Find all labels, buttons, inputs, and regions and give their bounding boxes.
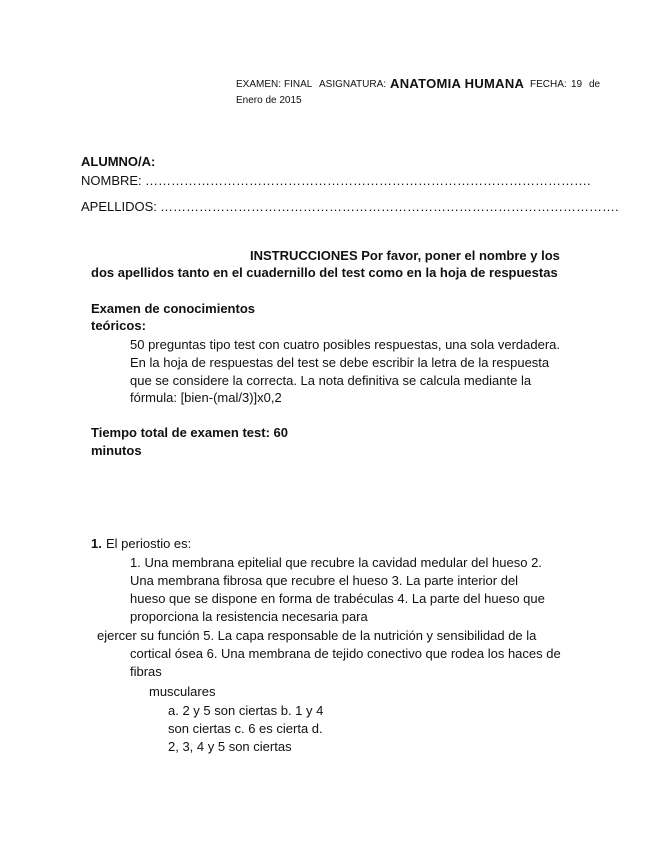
asignatura-label: ASIGNATURA: bbox=[319, 79, 387, 90]
section-title-line-1: Examen de conocimientos bbox=[91, 301, 255, 316]
option-outdent-line: ejercer su función 5. La capa responsable de la nutrición y sensibilidad de la bbox=[97, 628, 537, 643]
apellidos-label: APELLIDOS: bbox=[81, 199, 157, 214]
instructions-line-2: dos apellidos tanto en el cuadernillo del test como en la hoja de respuestas bbox=[91, 265, 558, 280]
question-stem: El periostio es: bbox=[106, 536, 192, 551]
fecha-label: FECHA: bbox=[530, 79, 567, 90]
fecha-rest: Enero de 2015 bbox=[236, 95, 302, 106]
option-line: fibras bbox=[130, 664, 162, 679]
fecha-day: 19 bbox=[571, 79, 583, 90]
question-number: 1. bbox=[91, 536, 102, 551]
section-title-line-2: teóricos: bbox=[91, 318, 146, 333]
section-body-line: que se considere la correcta. La nota definitiva se calcula mediante la bbox=[130, 373, 532, 388]
apellidos-field[interactable]: ……………………………………………………………………………………………. bbox=[160, 199, 619, 214]
time-line-1: Tiempo total de examen test: 60 bbox=[91, 425, 288, 440]
time-line-2: minutos bbox=[91, 443, 142, 458]
option-tail: musculares bbox=[149, 684, 216, 699]
answer-line: son ciertas c. 6 es cierta d. bbox=[168, 721, 323, 736]
exam-type: FINAL bbox=[284, 79, 313, 90]
answer-line: a. 2 y 5 son ciertas b. 1 y 4 bbox=[168, 703, 324, 718]
instructions-line-1: INSTRUCCIONES Por favor, poner el nombre y los bbox=[250, 248, 560, 263]
nombre-field[interactable]: …………………………………………………………………………………………. bbox=[145, 173, 591, 188]
option-line: Una membrana fibrosa que recubre el hueso 3. La parte interior del bbox=[130, 573, 519, 588]
section-body-line: fórmula: [bien-(mal/3)]x0,2 bbox=[130, 390, 282, 405]
section-body-line: 50 preguntas tipo test con cuatro posibles respuestas, una sola verdadera. bbox=[130, 337, 560, 352]
option-line: proporciona la resistencia necesaria para bbox=[130, 609, 368, 624]
subject-name: ANATOMIA HUMANA bbox=[390, 76, 525, 91]
option-line: hueso que se dispone en forma de trabéculas 4. La parte del hueso que bbox=[130, 591, 545, 606]
option-line: cortical ósea 6. Una membrana de tejido conectivo que rodea los haces de bbox=[130, 646, 561, 661]
student-heading: ALUMNO/A: bbox=[81, 154, 156, 169]
fecha-de: de bbox=[589, 79, 601, 90]
nombre-label: NOMBRE: bbox=[81, 173, 142, 188]
option-line: 1. Una membrana epitelial que recubre la cavidad medular del hueso 2. bbox=[130, 555, 542, 570]
answer-line: 2, 3, 4 y 5 son ciertas bbox=[168, 739, 292, 754]
examen-label: EXAMEN: bbox=[236, 79, 282, 90]
section-body-line: En la hoja de respuestas del test se debe escribir la letra de la respuesta bbox=[130, 355, 550, 370]
